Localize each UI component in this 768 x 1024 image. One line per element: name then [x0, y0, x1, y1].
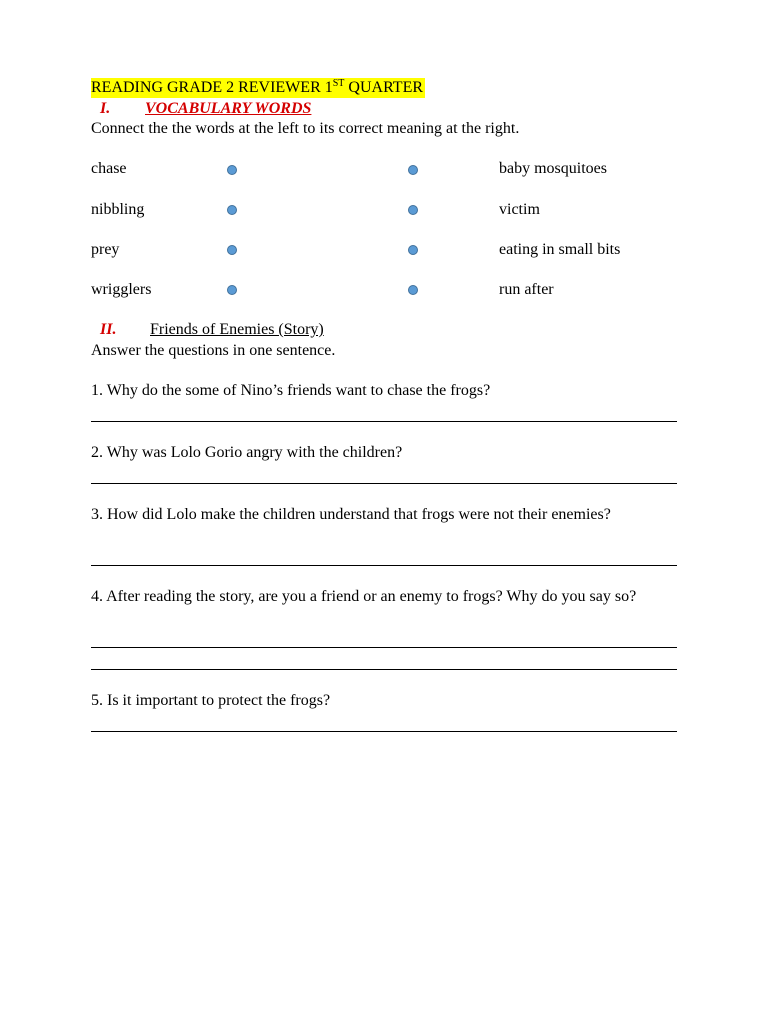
section-2-heading: Friends of Enemies (Story): [150, 321, 324, 338]
right-dot-4[interactable]: [408, 285, 418, 295]
word-nibbling: nibbling: [91, 201, 145, 218]
section-1-numeral: I.: [100, 100, 111, 117]
title-main: READING GRADE 2 REVIEWER 1: [91, 79, 333, 96]
meaning-victim: victim: [499, 201, 540, 218]
word-wrigglers: wrigglers: [91, 281, 152, 298]
left-dot-2[interactable]: [227, 205, 237, 215]
meaning-baby-mosquitoes: baby mosquitoes: [499, 160, 607, 177]
section-2-numeral: II.: [100, 321, 117, 338]
left-dot-4[interactable]: [227, 285, 237, 295]
answer-line-2[interactable]: [91, 483, 677, 484]
question-4: 4. After reading the story, are you a friend or an enemy to frogs? Why do you say so?: [91, 588, 637, 605]
answer-line-3[interactable]: [91, 565, 677, 566]
answer-line-4b[interactable]: [91, 669, 677, 670]
meaning-run-after: run after: [499, 281, 554, 298]
answer-line-1[interactable]: [91, 421, 677, 422]
right-dot-3[interactable]: [408, 245, 418, 255]
title-end: QUARTER: [344, 79, 424, 96]
right-dot-1[interactable]: [408, 165, 418, 175]
page-title: [91, 78, 425, 98]
section-2-instruction: Answer the questions in one sentence.: [91, 342, 336, 359]
word-chase: chase: [91, 160, 127, 177]
question-3: 3. How did Lolo make the children understand that frogs were not their enemies?: [91, 506, 611, 523]
question-2: 2. Why was Lolo Gorio angry with the children?: [91, 444, 403, 461]
answer-line-4a[interactable]: [91, 647, 677, 648]
right-dot-2[interactable]: [408, 205, 418, 215]
answer-line-5[interactable]: [91, 731, 677, 732]
title-superscript: ST: [332, 78, 345, 89]
word-prey: prey: [91, 241, 120, 258]
section-1-instruction: Connect the the words at the left to its correct meaning at the right.: [91, 120, 520, 137]
left-dot-1[interactable]: [227, 165, 237, 175]
question-1: 1. Why do the some of Nino’s friends want to chase the frogs?: [91, 382, 491, 399]
meaning-eating-in-small-bits: eating in small bits: [499, 241, 621, 258]
left-dot-3[interactable]: [227, 245, 237, 255]
section-1-heading: VOCABULARY WORDS: [145, 100, 312, 117]
question-5: 5. Is it important to protect the frogs?: [91, 692, 331, 709]
